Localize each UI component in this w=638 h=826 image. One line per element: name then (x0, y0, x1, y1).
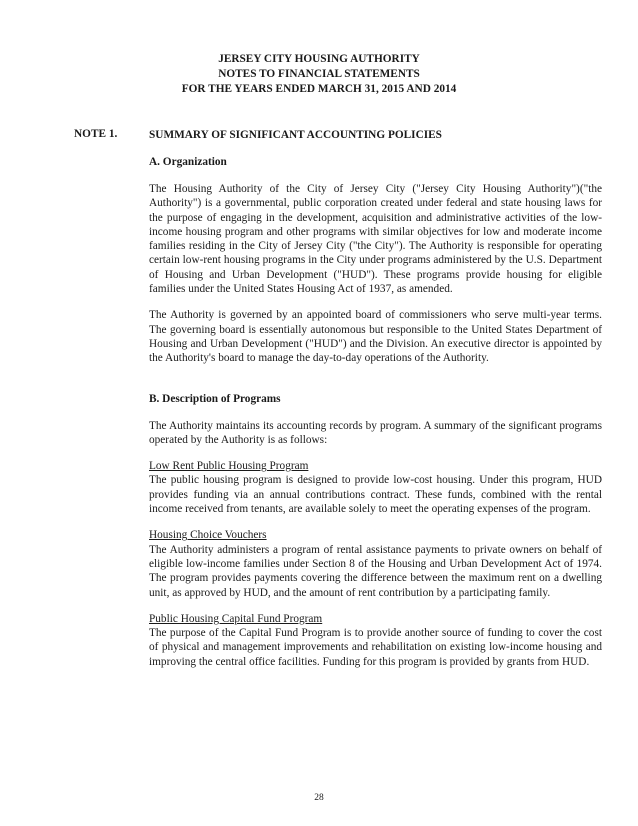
program-low-rent-public-housing (149, 459, 602, 516)
note-content (149, 128, 602, 681)
program-description: The purpose of the Capital Fund Program is to provide another source of funding to cover the cost of physical and management improvements and rehabilitation on existing low-income housing and improving the central office facilities. Funding for this program is provided by grants from HUD. (149, 627, 602, 668)
section-a-paragraph-2: The Authority is governed by an appointed board of commissioners who serve multi-year terms. The governing board is essentially autonomous but responsible to the United States Department of Housing and Urban Development ("HUD") and the Division. An executive director is appointed by the Authority's board to manage the day-to-day operations of the Authority. (149, 309, 602, 365)
program-housing-choice-vouchers (149, 528, 602, 599)
section-a-paragraph-1: The Housing Authority of the City of Jersey City ("Jersey City Housing Authority")("the Authority") is a governmental, public corporation created under federal and state housing laws for the purpose of engaging in the development, acquisition and administrative activities of the low-income housing program and other programs with similar objectives for low and moderate income families residing in the City of Jersey City ("the City"). The Authority is responsible for operating certain low-rent housing programs in the City under programs administered by the U.S. Department of Housing and Urban Development ("HUD"). These programs provide housing for eligible families under the United States Housing Act of 1937, as amended. (149, 183, 602, 296)
program-title: Public Housing Capital Fund Program (149, 612, 323, 625)
document-header (0, 52, 638, 97)
header-document-title: NOTES TO FINANCIAL STATEMENTS (218, 68, 420, 80)
page-number: 28 (314, 793, 324, 803)
program-title: Housing Choice Vouchers (149, 529, 267, 542)
program-description: The public housing program is designed to provide low-cost housing. Under this program, HUD provides funding via an annual contributions contract. These funds, combined with the rental income received from tenants, are available solely to meet the operating expenses of the program. (149, 474, 602, 516)
section-b-heading: B. Description of Programs (149, 392, 281, 405)
header-organization: JERSEY CITY HOUSING AUTHORITY (218, 53, 420, 65)
header-period: FOR THE YEARS ENDED MARCH 31, 2015 AND 2014 (181, 83, 457, 95)
note-number: NOTE 1. (74, 128, 118, 140)
note-title: SUMMARY OF SIGNIFICANT ACCOUNTING POLICIES (149, 129, 442, 141)
section-b-intro: The Authority maintains its accounting records by program. A summary of the significant programs operated by the Authority is as follows: (149, 419, 602, 446)
program-description: The Authority administers a program of rental assistance payments to private owners on behalf of eligible low-income families under Section 8 of the Housing and Urban Development Act of 1974. The program provides payments covering the difference between the maximum rent on a dwelling unit, as approved by HUD, and the amount of rent contribution by a participating family. (149, 543, 602, 599)
section-a-heading: A. Organization (149, 156, 227, 168)
program-title: Low Rent Public Housing Program (149, 460, 309, 473)
program-capital-fund (149, 612, 602, 669)
